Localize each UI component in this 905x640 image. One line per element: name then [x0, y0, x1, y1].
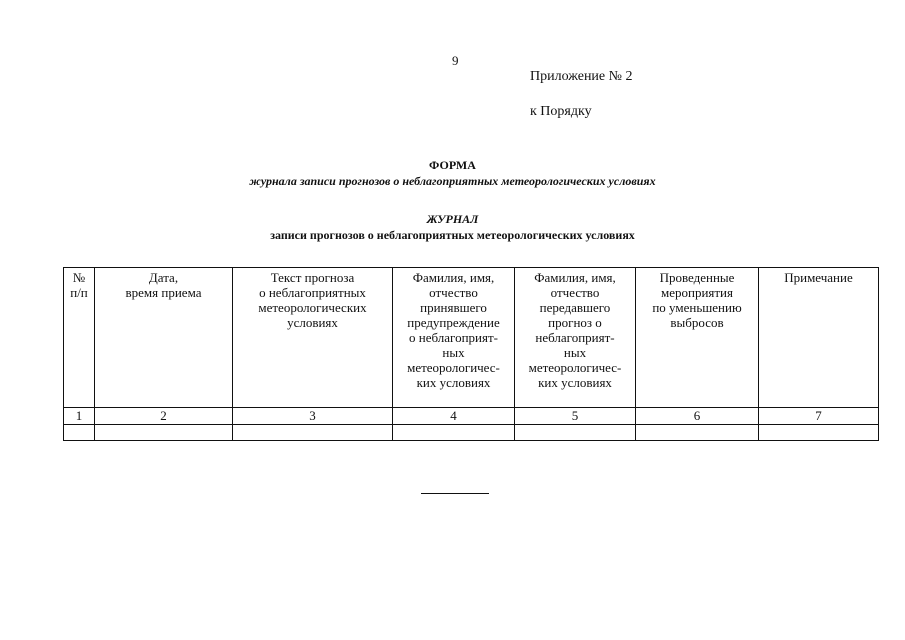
journal-title: ЖУРНАЛ	[426, 212, 479, 226]
empty-cell	[636, 425, 759, 441]
empty-cell	[515, 425, 636, 441]
form-subtitle: журнала записи прогнозов о неблагоприятных метеорологических условиях	[249, 174, 656, 188]
column-number-cell: 4	[393, 408, 515, 425]
empty-cell	[393, 425, 515, 441]
column-header-date: Дата, время приема	[95, 268, 233, 408]
page-number: 9	[452, 53, 459, 68]
empty-cell	[95, 425, 233, 441]
journal-table	[63, 267, 879, 441]
column-header-note: Примечание	[759, 268, 879, 408]
column-number-cell: 1	[64, 408, 95, 425]
table-header-row	[64, 268, 879, 408]
journal-subtitle: записи прогнозов о неблагоприятных метеорологических условиях	[270, 228, 635, 242]
column-number-cell: 2	[95, 408, 233, 425]
empty-cell	[64, 425, 95, 441]
appendix-reference: к Порядку	[530, 104, 592, 119]
column-header-number: № п/п	[64, 268, 95, 408]
column-header-measures: Проведенные мероприятия по уменьшению выбросов	[636, 268, 759, 408]
column-header-sender: Фамилия, имя, отчество передавшего прогноз о неблагоприят- ных метеорологичес- ких условиях	[515, 268, 636, 408]
end-of-document-line	[421, 493, 489, 494]
form-title: ФОРМА	[429, 158, 476, 172]
appendix-label: Приложение № 2	[530, 69, 633, 84]
column-number-cell: 7	[759, 408, 879, 425]
column-number-cell: 5	[515, 408, 636, 425]
column-number-cell: 3	[233, 408, 393, 425]
column-header-receiver: Фамилия, имя, отчество принявшего предупреждение о неблагоприят- ных метеорологичес- ких условиях	[393, 268, 515, 408]
empty-cell	[233, 425, 393, 441]
table-row	[64, 425, 879, 441]
table-number-row	[64, 408, 879, 425]
column-number-cell: 6	[636, 408, 759, 425]
column-header-forecast-text: Текст прогноза о неблагоприятных метеорологических условиях	[233, 268, 393, 408]
empty-cell	[759, 425, 879, 441]
